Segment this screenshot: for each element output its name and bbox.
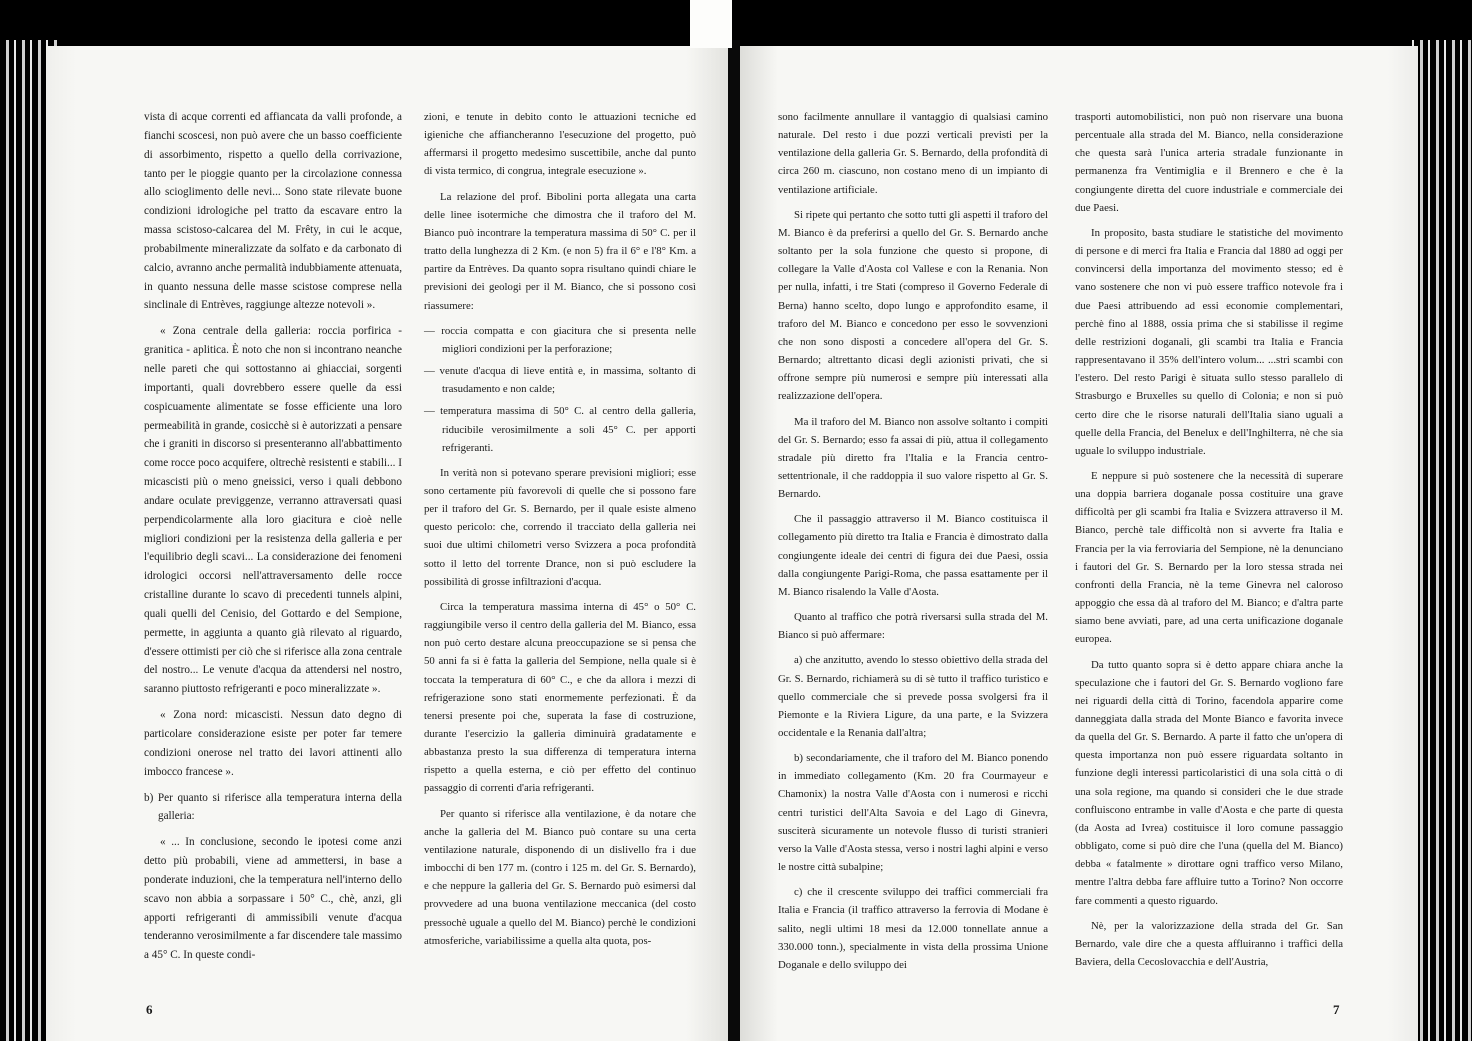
book-gutter [728, 40, 740, 1041]
geology-list [424, 322, 696, 457]
page-number-left: 6 [146, 1002, 153, 1017]
paragraph: Nè, per la valorizzazione della strada del Gr. San Bernardo, vale dire che a questa affluiranno i traffici della Baviera, della Cecoslovacchia e dell'Austria, [1075, 919, 1343, 969]
paragraph: Si ripete qui pertanto che sotto tutti gli aspetti il traforo del M. Bianco è da preferirsi a quello del Gr. S. Bernardo anche soltanto per la sola funzione che questo si propone, di collegare la Valle d'Aosta col Vallese e con la Renania. Non per nulla, infatti, i tre Stati (compreso il Governo Federale di Berna) hanno scelto, dopo lungo e approfondito esame, il traforo del M. Bianco e concedono per esso le sovvenzioni che non sono disposti a concedere all'opera del Gr. S. Bernardo; altrettanto dicasi degli azionisti privati, che si offrone sempre più numerosi e sempre più interessati alla realizzazione dell'opera. [778, 208, 1048, 403]
paragraph: a) che anzitutto, avendo lo stesso obiettivo della strada del Gr. S. Bernardo, richiamerà su di sè tutto il traffico turistico e quello commerciale che si prevede possa svolgersi fra il Piemonte e la Riviera Ligure, da una parte, e la Svizzera occidentale e la Renania dall'altra; [778, 654, 1048, 739]
paragraph: b) Per quanto si riferisce alla temperatura interna della galleria: [144, 791, 402, 823]
list-item: — venute d'acqua di lieve entità e, in massima, soltanto di trasudamento e non calde; [424, 365, 696, 396]
paragraph: zioni, e tenute in debito conto le attuazioni tecniche ed igieniche che affiancheranno l'esecuzione del progetto, può affermarsi il progetto medesimo suscettibile, anche dal punto di vista termico, di congrua, integrale esecuzione ». [424, 111, 696, 178]
paragraph: In proposito, basta studiare le statistiche del movimento di persone e di merci fra Italia e Francia dal 1880 ad oggi per convincersi della importanza del movimento stesso; ed è vano sostenere che non vi può essere traffico notevole fra i due Paesi attribuendo ad essi economie complementari, perchè fino al 1888, ossia prima che si stabilisse il regime delle restrizioni doganali, gli scambi tra Italia e Francia rappresentavano il 35% dell'intero volum... ...stri scambi con l'estero. Del resto Parigi è situata sullo stesso parallelo di Strasburgo e Bruxelles su quello di Colonia; e non si può certo dire che le risorse naturali dell'Italia siano uguali a quelle della Francia, del Benelux e dell'Inghilterra, nè che sia uguale lo sviluppo industriale. [1075, 226, 1343, 457]
paragraph: In verità non si potevano sperare previsioni migliori; esse sono certamente più favorevoli di quelle che si possono fare per il traforo del Gr. S. Bernardo, per il quale esiste almeno questo pericolo: che, correndo il tracciato della galleria nei suoi due ultimi chilometri verso Svizzera a poca profondità sotto il letto del torrente Drance, non si può escludere la possibilità di grosse infiltrazioni d'acqua. [424, 466, 696, 588]
list-item: — temperatura massima di 50° C. al centro della galleria, riducibile verosimilmente a soli 45° C. per apporti refrigeranti. [424, 405, 696, 454]
paragraph: Quanto al traffico che potrà riversarsi sulla strada del M. Bianco si può affermare: [778, 611, 1048, 642]
paragraph: Per quanto si riferisce alla ventilazione, è da notare che anche la galleria del M. Bianco può contare su una certa ventilazione naturale, disponendo di un dislivello fra i due imbocchi di ben 177 m. (contro i 125 m. del Gr. S. Bernardo), e che neppure la galleria del Gr. S. Bernardo può esimersi dal provvedere ad una buona ventilazione meccanica (del costo pressochè uguale a quello del M. Bianco) perchè le condizioni atmosferiche, variabilissime a quella alta quota, pos- [424, 807, 696, 947]
paragraph: Ma il traforo del M. Bianco non assolve soltanto i compiti del Gr. S. Bernardo; esso fa assai di più, attua il collegamento stradale più diretto fra l'Italia e la Francia centro-settentrionale, il che raddoppia il suo valore rispetto al Gr. S. Bernardo. [778, 415, 1048, 501]
paragraph: « Zona centrale della galleria: roccia porfirica - granitica - aplitica. È noto che non si incontrano neanche nelle pareti che qui sottostanno ai ghiacciai, sorgenti importanti, quali dovrebbero essere quelle da essi cospicuamente alimentate se fosse efficiente una loro permeabilità in grande, cosicchè si è autorizzati a pensare che i graniti in discorso si presenteranno all'abbattimento come rocce poco acquifere, oltrechè resistenti e stabili... I micascisti più o meno gneissici, verso i quali debbono andare oculate previggenze, verranno attraversati quasi perpendicolarmente alla loro giacitura e cioè nelle migliori condizioni per la resistenza della galleria e per l'equilibrio degli scavi... La considerazione dei fenomeni idrologici occorsi nell'attraversamento delle rocce cristalline durante lo scavo di precedenti tunnels alpini, quali quelli del Cenisio, del Gottardo e del Sempione, permette, in aggiunta a quanto già rilevato al riguardo, d'essere ottimisti per ciò che si riferisce alla zona centrale del nostro... Le venute d'acqua da attendersi nel nostro, saranno piuttosto refrigeranti e poco mineralizzate ». [144, 325, 402, 696]
page-number-right: 7 [1333, 1002, 1340, 1017]
paragraph: « ... In conclusione, secondo le ipotesi come anzi detto più probabili, viene ad ammettersi, in base a ponderate induzioni, che la temperatura nell'interno dello scavo non abbia a sorpassare i 50° C., chè, anzi, gli apporti refrigeranti di ammissibili venute d'acqua tenderanno verosimilmente a far discendere tale massimo a 45° C. In queste condi- [144, 836, 402, 962]
paragraph: Da tutto quanto sopra si è detto appare chiara anche la speculazione che i fautori del Gr. S. Bernardo vogliono fare nei riguardi della città di Torino, facendola apparire come danneggiata dalla strada del Monte Bianco e favorita invece da quella del Gr. S. Bernardo. A parte il fatto che un'opera di questa importanza non può essere riguardata soltanto in funzione degli interessi particolaristici di una sola città o di una sola regione, ma quando si consideri che le due strade confluiscono entrambe in valle d'Aosta e che parte di questa (da Aosta ad Ivrea) costituisce il loro comune passaggio obbligato, come si può dire che l'una (quella del M. Bianco) debba « fatalmente » dirottare ogni traffico verso Milano, mentre l'altra debba fare affluire tutto a Torino? Non occorre fare commenti a questo riguardo. [1075, 658, 1343, 907]
right-page-edges [1412, 40, 1472, 1041]
paragraph: Che il passaggio attraverso il M. Bianco costituisca il collegamento più diretto tra Italia e Francia è dimostrato dalla congiungente ideale dei centri di figura dei due Paesi, ossia dalla congiungente Parigi-Roma, che passa esattamente per il M. Bianco risalendo la Valle d'Aosta. [778, 513, 1048, 598]
paragraph: trasporti automobilistici, non può non riservare una buona percentuale alla strada del M. Bianco, nella considerazione che questa sarà l'unica arteria stradale funzionante in permanenza fra Ventimiglia e il Brennero e che è la congiungente diretta del cuore industriale e commerciale dei due Paesi. [1075, 111, 1343, 214]
paragraph: b) secondariamente, che il traforo del M. Bianco ponendo in immediato collegamento (Km. 20 fra Courmayeur e Chamonix) la nostra Valle d'Aosta con i numerosi e ricchi centri turistici dell'Alta Savoia e del Lago di Ginevra, susciterà sicuramente un notevole flusso di turisti stranieri verso la Valle d'Aosta stessa, verso i nostri laghi alpini e verso le nostre città subalpine; [778, 752, 1048, 874]
paragraph: vista di acque correnti ed affiancata da valli profonde, a fianchi scoscesi, non può avere che un basso coefficiente di assorbimento, rispetto a quello della corrivazione, tanto per le pioggie quanto per la circolazione connessa allo scioglimento delle nevi... Sono state rilevate buone condizioni idrologiche pel tratto da escavare entro la massa scistoso-calcarea del M. Frêty, in cui le acque, probabilmente mineralizzate da solfato e da carbonato di calcio, avranno anche permalità indubbiamente attenuata, in quanto nessuna delle masse scistose comprese nella sinclinale di Entrèves, raggiunge altezze notevoli ». [144, 111, 402, 312]
paragraph: « Zona nord: micascisti. Nessun dato degno di particolare considerazione esiste per poter far temere condizioni onerose nel tratto dei lavori attinenti allo imbocco francese ». [144, 709, 402, 778]
paragraph: c) che il crescente sviluppo dei traffici commerciali fra Italia e Francia (il traffico attraverso la ferrovia di Modane è salito, negli ultimi 18 mesi da 12.000 tonnellate annue a 330.000 tonn.), specialmente in vista della prossima Unione Doganale e dello sviluppo dei [778, 886, 1048, 971]
paragraph: Circa la temperatura massima interna di 45° o 50° C. raggiungibile verso il centro della galleria del M. Bianco, essa non può certo destare alcuna preoccupazione se si pensa che 50 anni fa si è fatta la galleria del Sempione, nella quale si è toccata la temperatura di 60° C., e che da allora i mezzi di refrigerazione sono stati enormemente perfezionati. È da tenersi presente poi che, superata la fase di costruzione, durante l'esercizio la galleria diminuirà gradatamente e abbastanza presto la sua differenza di temperatura interna rispetto a quella esterna, e ciò per effetto del continuo passaggio di correnti d'aria refrigeranti. [424, 600, 696, 795]
left-page-column-1 [144, 108, 402, 972]
paragraph: sono facilmente annullare il vantaggio di qualsiasi camino naturale. Del resto i due pozzi verticali previsti per la ventilazione della galleria Gr. S. Bernardo, della profondità di circa 260 m. ciascuno, non costano meno di un impianto di ventilazione artificiale. [778, 111, 1048, 196]
left-page-column-2 [424, 108, 696, 957]
right-page-column-2 [1075, 108, 1343, 978]
right-page-column-1 [778, 108, 1048, 981]
list-item: — roccia compatta e con giacitura che si presenta nelle migliori condizioni per la perforazione; [424, 324, 696, 355]
paragraph: E neppure si può sostenere che la necessità di superare una doppia barriera doganale possa costituire una grave difficoltà per gli scambi fra Italia e Svizzera attraverso il M. Bianco, perchè tale difficoltà non si avverte fra Italia e Francia per la via ferroviaria del Sempione, nè la denunciano i fautori del Gr. S. Bernardo per la loro stessa strada nei confronti della Francia, nè la teme Ginevra nel caloroso appoggio che essa dà al traforo del M. Bianco; e d'altra parte siamo bene avviati, pare, ad una certa unificazione doganale europea. [1075, 469, 1343, 646]
paragraph: La relazione del prof. Bibolini porta allegata una carta delle linee isotermiche che dimostra che il traforo del M. Bianco può incontrare la temperatura massima di 50° C. per il tratto della lunghezza di 2 Km. (e non 5) fra il 6° e l'8° Km. a partire da Entrèves. Da quanto sopra risultano quindi chiare le previsioni dei geologi per il M. Bianco, che si possono così riassumere: [424, 190, 696, 312]
scan-notch [690, 0, 732, 48]
